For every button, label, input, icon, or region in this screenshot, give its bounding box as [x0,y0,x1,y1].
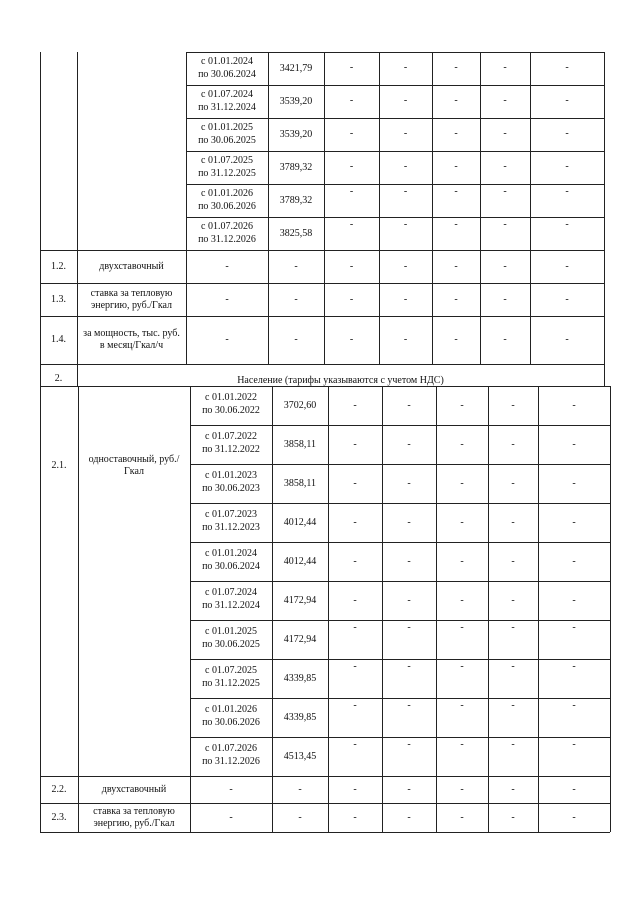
row-label: двухставочный [101,783,167,795]
dash-cell: - [403,260,408,272]
table-vertical-line [328,386,329,832]
dash-cell: - [503,293,507,305]
row-number: 2.2. [51,783,67,795]
dash-cell: - [403,219,408,230]
dash-cell: - [407,439,411,450]
dash-cell: - [454,293,458,305]
dash-cell: - [454,128,458,139]
table-vertical-line [610,386,611,832]
dash-cell: - [349,186,354,197]
dash-cell: - [511,439,515,450]
table-horizontal-line [190,581,610,582]
table-vertical-line [488,386,489,832]
dash-cell: - [511,478,515,489]
dash-cell: - [511,739,515,750]
period-to: по 30.06.2026 [202,716,260,728]
tariff-value: 4172,94 [283,633,317,645]
period-to: по 30.06.2024 [198,68,256,80]
dash-cell: - [572,439,576,450]
table-vertical-line [604,364,605,386]
dash-cell: - [503,161,507,172]
dash-cell: - [294,293,298,305]
dash-cell: - [503,62,507,73]
dash-cell: - [503,334,507,345]
tariff-value: 3421,79 [279,62,313,74]
tariff-value: 3858,11 [283,438,317,450]
period-to: по 30.06.2026 [198,200,256,212]
dash-cell: - [460,400,464,411]
dash-cell: - [572,700,576,711]
table-horizontal-line [190,464,610,465]
period-to: по 31.12.2025 [198,167,256,179]
dash-cell: - [511,400,515,411]
dash-cell: - [565,128,569,139]
period-to: по 31.12.2024 [202,599,260,611]
period-from: с 01.01.2022 [205,391,257,403]
tariff-value: 3858,11 [283,477,317,489]
section-title: Население (тарифы указываются с учетом НДС) [237,375,444,386]
dash-cell: - [349,334,354,345]
table-vertical-line [432,52,433,364]
dash-cell: - [353,622,357,633]
table-horizontal-line [40,832,610,833]
table-horizontal-line [186,184,604,185]
table-horizontal-line [40,364,604,365]
dash-cell: - [353,400,357,411]
dash-cell: - [460,622,464,633]
dash-cell: - [407,478,411,489]
table-vertical-line [436,386,437,832]
dash-cell: - [407,517,411,528]
period-from: с 01.01.2025 [201,121,253,133]
tariff-value: 3789,32 [279,194,313,206]
dash-cell: - [511,700,515,711]
tariff-value: 3702,60 [283,399,317,411]
dash-cell: - [460,478,464,489]
dash-cell: - [294,334,298,345]
dash-cell: - [349,62,354,73]
dash-cell: - [460,783,464,795]
dash-cell: - [565,62,569,73]
period-to: по 30.06.2024 [202,560,260,572]
period-to: по 30.06.2022 [202,404,260,416]
dash-cell: - [403,95,408,106]
table-vertical-line [480,52,481,364]
period-from: с 01.07.2025 [201,154,253,166]
period-to: по 31.12.2025 [202,677,260,689]
table-vertical-line [78,386,79,832]
dash-cell: - [572,783,576,795]
dash-cell: - [565,95,569,106]
period-to: по 31.12.2022 [202,443,260,455]
dash-cell: - [511,811,515,823]
row-number: 2.1. [51,460,67,471]
dash-cell: - [511,595,515,606]
tariff-value: 3539,20 [279,128,313,140]
dash-cell: - [353,661,357,672]
table-horizontal-line [190,386,610,387]
period-from: с 01.07.2024 [205,586,257,598]
tariff-value: 4339,85 [283,711,317,723]
row-label: двухставочный [99,260,164,272]
dash-cell: - [353,739,357,750]
dash-cell: - [407,622,411,633]
dash-cell: - [353,811,357,823]
dash-cell: - [460,811,464,823]
period-to: по 30.06.2023 [202,482,260,494]
dash-cell: - [565,260,569,272]
dash-cell: - [454,186,458,197]
period-from: с 01.07.2023 [205,508,257,520]
dash-cell: - [565,186,569,197]
dash-cell: - [454,334,458,345]
dash-cell: - [511,556,515,567]
dash-cell: - [403,334,408,345]
dash-cell: - [229,783,233,795]
dash-cell: - [403,62,408,73]
dash-cell: - [460,739,464,750]
dash-cell: - [298,811,302,823]
row-number: 1.4. [51,334,66,345]
dash-cell: - [225,334,229,345]
dash-cell: - [407,556,411,567]
dash-cell: - [349,128,354,139]
tariff-value: 4339,85 [283,672,317,684]
table-horizontal-line [190,620,610,621]
dash-cell: - [565,161,569,172]
dash-cell: - [454,62,458,73]
period-to: по 31.12.2023 [202,521,260,533]
dash-cell: - [407,400,411,411]
table-horizontal-line [190,503,610,504]
dash-cell: - [454,260,458,272]
dash-cell: - [349,293,354,305]
table-horizontal-line [186,217,604,218]
tariff-value: 4012,44 [283,555,317,567]
table-vertical-line [379,52,380,364]
dash-cell: - [403,128,408,139]
dash-cell: - [407,595,411,606]
dash-cell: - [349,219,354,230]
dash-cell: - [403,161,408,172]
dash-cell: - [503,95,507,106]
table-horizontal-line [190,425,610,426]
dash-cell: - [349,260,354,272]
section-number: 2. [54,373,63,384]
table-horizontal-line [190,542,610,543]
dash-cell: - [511,783,515,795]
dash-cell: - [565,334,569,345]
table-horizontal-line [186,151,604,152]
table-horizontal-line [186,52,604,53]
dash-cell: - [229,811,233,823]
dash-cell: - [503,260,507,272]
tariff-value: 3825,58 [279,227,313,239]
table-horizontal-line [190,737,610,738]
table-horizontal-line [190,659,610,660]
period-to: по 30.06.2025 [198,134,256,146]
dash-cell: - [407,661,411,672]
dash-cell: - [572,595,576,606]
dash-cell: - [572,400,576,411]
dash-cell: - [503,186,507,197]
period-from: с 01.01.2025 [205,625,257,637]
dash-cell: - [349,161,354,172]
dash-cell: - [349,95,354,106]
period-from: с 01.01.2026 [201,187,253,199]
dash-cell: - [460,556,464,567]
dash-cell: - [353,439,357,450]
dash-cell: - [572,622,576,633]
dash-cell: - [353,478,357,489]
dash-cell: - [454,161,458,172]
table-vertical-line [324,52,325,364]
tariff-value: 4012,44 [283,516,317,528]
row-number: 1.2. [51,260,66,272]
period-to: по 31.12.2024 [198,101,256,113]
period-from: с 01.01.2024 [201,55,253,67]
dash-cell: - [565,219,569,230]
dash-cell: - [460,661,464,672]
tariff-value: 3789,32 [279,161,313,173]
table-vertical-line [604,52,605,364]
dash-cell: - [225,260,229,272]
dash-cell: - [511,661,515,672]
table-vertical-line [382,386,383,832]
dash-cell: - [511,517,515,528]
period-from: с 01.01.2026 [205,703,257,715]
dash-cell: - [407,811,411,823]
period-from: с 01.07.2024 [201,88,253,100]
tariff-value: 4172,94 [283,594,317,606]
dash-cell: - [572,661,576,672]
dash-cell: - [503,128,507,139]
tariff-value: 4513,45 [283,750,317,762]
dash-cell: - [403,293,408,305]
table-vertical-line [77,52,78,364]
dash-cell: - [294,260,298,272]
period-to: по 31.12.2026 [202,755,260,767]
dash-cell: - [572,739,576,750]
dash-cell: - [407,783,411,795]
row-label: ставка за тепловую энергию, руб./Гкал [93,805,175,829]
period-from: с 01.07.2022 [205,430,257,442]
dash-cell: - [460,700,464,711]
dash-cell: - [298,783,302,795]
table-horizontal-line [190,698,610,699]
dash-cell: - [454,219,458,230]
period-to: по 31.12.2026 [198,233,256,245]
dash-cell: - [460,517,464,528]
dash-cell: - [353,783,357,795]
dash-cell: - [572,556,576,567]
period-to: по 30.06.2025 [202,638,260,650]
period-from: с 01.01.2024 [205,547,257,559]
table-horizontal-line [186,85,604,86]
dash-cell: - [503,219,507,230]
dash-cell: - [572,478,576,489]
dash-cell: - [460,439,464,450]
period-from: с 01.07.2026 [201,220,253,232]
dash-cell: - [572,517,576,528]
row-number: 1.3. [51,293,66,305]
row-label: за мощность, тыс. руб. в месяц/Гкал/ч [83,328,180,351]
row-label: ставка за тепловую энергию, руб./Гкал [90,287,173,311]
tariff-value: 3539,20 [279,95,313,107]
dash-cell: - [565,293,569,305]
row-number: 2.3. [51,811,67,823]
dash-cell: - [353,556,357,567]
dash-cell: - [225,293,229,305]
row-label: одноставочный, руб./Гкал [88,454,180,477]
table-vertical-line [530,52,531,364]
dash-cell: - [511,622,515,633]
dash-cell: - [407,700,411,711]
dash-cell: - [353,517,357,528]
dash-cell: - [460,595,464,606]
dash-cell: - [353,700,357,711]
table-horizontal-line [186,118,604,119]
dash-cell: - [403,186,408,197]
dash-cell: - [353,595,357,606]
dash-cell: - [407,739,411,750]
dash-cell: - [454,95,458,106]
table-vertical-line [538,386,539,832]
period-from: с 01.07.2026 [205,742,257,754]
period-from: с 01.01.2023 [205,469,257,481]
dash-cell: - [572,811,576,823]
period-from: с 01.07.2025 [205,664,257,676]
